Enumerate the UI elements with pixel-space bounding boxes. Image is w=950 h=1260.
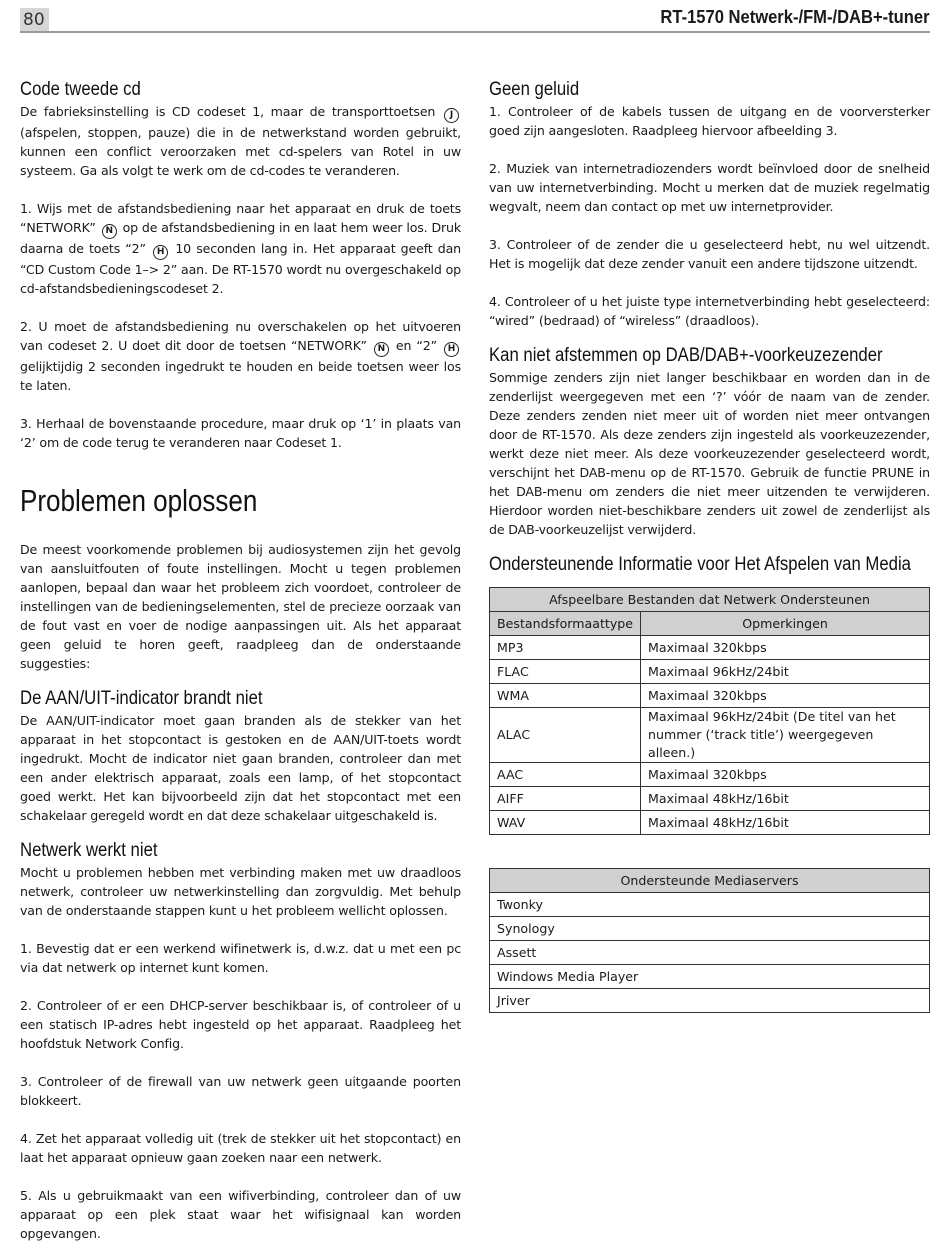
heading-geen-geluid: Geen geluid — [489, 79, 580, 100]
format-type-cell: WMA — [490, 684, 641, 708]
table-row — [490, 965, 930, 989]
network-key-icon: N — [374, 342, 389, 357]
table-row — [490, 636, 930, 660]
heading-dab-preset: Kan niet afstemmen op DAB/DAB+-voorkeuzezender — [489, 345, 883, 366]
format-note-cell: Maximaal 48kHz/16bit — [641, 787, 930, 811]
formats-col-header-notes: Opmerkingen — [641, 612, 930, 636]
heading-power-indicator: De AAN/UIT-indicator brandt niet — [20, 688, 263, 709]
paragraph-network-intro: Mocht u problemen hebben met verbinding maken met uw draadloos netwerk, controleer uw netwerkinstelling dan zorgvuldig. Met behulp van de onderstaande stappen kunt u het probleem wellicht oplossen. — [20, 865, 461, 918]
server-cell: Synology — [490, 917, 930, 941]
table-row — [490, 708, 930, 763]
left-column — [20, 78, 461, 1243]
format-note-cell: Maximaal 96kHz/24bit — [641, 660, 930, 684]
paragraph-network-step-3: 3. Controleer of de firewall van uw netwerk geen uitgaande poorten blokkeert. — [20, 1074, 461, 1108]
paragraph-power-indicator: De AAN/UIT-indicator moet gaan branden als de stekker van het apparaat in het stopcontact is gestoken en de AAN/UIT-toets wordt ingedrukt. Mocht de indicator niet gaan branden, controleer dan met een ander elektrisch apparaat, zoals een lamp, of het stopcontact goed werkt. Het kan bijvoorbeeld zijn dat het stopcontact met een schakelaar geregeld wordt en dat deze schakelaar uitgeschakeld is. — [20, 713, 461, 823]
formats-table — [489, 587, 930, 835]
table-row — [490, 763, 930, 787]
table-row — [490, 893, 930, 917]
page-number: 80 — [20, 8, 49, 32]
paragraph-sound-step-1: 1. Controleer of de kabels tussen de uitgang en de voorversterker goed zijn aangesloten. Raadpleeg hiervoor afbeelding 3. — [489, 104, 930, 138]
format-note-cell: Maximaal 320kbps — [641, 763, 930, 787]
format-note-cell: Maximaal 48kHz/16bit — [641, 811, 930, 835]
heading-problemen-oplossen: Problemen oplossen — [20, 483, 258, 518]
paragraph-code-intro: De fabrieksinstelling is CD codeset 1, maar de transporttoetsen J (afspelen, stoppen, pauze) die in de netwerkstand worden gebruikt, kunnen een conflict veroorzaken met cd-spelers van Rotel in uw systeem. Ga als volgt te werk om de cd-codes te veranderen. — [20, 104, 461, 178]
format-type-cell: MP3 — [490, 636, 641, 660]
page-header — [20, 6, 930, 34]
format-type-cell: ALAC — [490, 708, 641, 763]
format-note-cell: Maximaal 320kbps — [641, 684, 930, 708]
format-note-cell: Maximaal 96kHz/24bit (De titel van het nummer (‘track title’) weergegeven alleen.) — [641, 708, 930, 763]
paragraph-sound-step-4: 4. Controleer of u het juiste type internetverbinding hebt geselecteerd: “wired” (bedraad) of “wireless” (draadloos). — [489, 294, 930, 328]
table-row — [490, 787, 930, 811]
document-title: RT-1570 Netwerk-/FM-/DAB+-tuner — [660, 7, 930, 27]
key-2-icon: H — [444, 342, 459, 357]
paragraph-network-step-1: 1. Bevestig dat er een werkend wifinetwerk is, d.w.z. dat u met een pc via dat netwerk op internet kunt komen. — [20, 941, 461, 975]
heading-network: Netwerk werkt niet — [20, 840, 158, 861]
table-row — [490, 989, 930, 1013]
paragraph-network-step-4: 4. Zet het apparaat volledig uit (trek de stekker uit het stopcontact) en laat het apparaat opnieuw gaan zoeken naar een netwerk. — [20, 1131, 461, 1165]
servers-table-caption: Ondersteunde Mediaservers — [490, 869, 930, 893]
formats-col-header-type: Bestandsformaattype — [490, 612, 641, 636]
server-cell: Twonky — [490, 893, 930, 917]
format-type-cell: WAV — [490, 811, 641, 835]
format-note-cell: Maximaal 320kbps — [641, 636, 930, 660]
key-2-icon: H — [153, 245, 168, 260]
transport-key-icon: J — [444, 108, 459, 123]
heading-media-info: Ondersteunende Informatie voor Het Afspelen van Media — [489, 554, 911, 575]
header-rule — [20, 31, 930, 33]
server-cell: Jriver — [490, 989, 930, 1013]
format-type-cell: AAC — [490, 763, 641, 787]
paragraph-network-step-2: 2. Controleer of er een DHCP-server beschikbaar is, of controleer of u een statisch IP-adres hebt ingesteld op het apparaat. Raadpleeg het hoofdstuk Network Config. — [20, 998, 461, 1051]
paragraph-code-step-3: 3. Herhaal de bovenstaande procedure, maar druk op ‘1’ in plaats van ‘2’ om de code terug te veranderen naar Codeset 1. — [20, 416, 461, 450]
format-type-cell: AIFF — [490, 787, 641, 811]
paragraph-code-step-1: 1. Wijs met de afstandsbediening naar het apparaat en druk de toets “NETWORK” N op de afstandsbediening in en laat hem weer los. Druk daarna de toets “2” H 10 seconden lang in. Het apparaat geeft dan “CD Custom Code 1–> 2” aan. De RT-1570 wordt nu overgeschakeld op cd-afstandsbedieningscodeset 2. — [20, 201, 461, 296]
table-row — [490, 684, 930, 708]
paragraph-problems-intro: De meest voorkomende problemen bij audiosystemen zijn het gevolg van aansluitfouten of foute instellingen. Mocht u tegen problemen aanlopen, bepaal dan waar het probleem zich voordoet, controleer de instellingen van de bedieningselementen, stel de precieze oorzaak van de fout vast en voer de nodige aanpassingen uit. Als het apparaat geen geluid te horen geeft, raadpleeg dan de onderstaande suggesties: — [20, 542, 461, 671]
paragraph-network-step-5: 5. Als u gebruikmaakt van een wifiverbinding, controleer dan of uw apparaat op een plek staat waar het wifisignaal kan worden opgevangen. — [20, 1188, 461, 1241]
formats-table-caption: Afspeelbare Bestanden dat Netwerk Ondersteunen — [490, 588, 930, 612]
right-column — [489, 78, 930, 1013]
paragraph-dab-preset: Sommige zenders zijn niet langer beschikbaar en worden dan in de zenderlijst weergegeven met een ‘?’ vóór de naam van de zender. Deze zenders zenden niet meer uit of worden niet meer ontvangen door de RT-1570. Als deze zenders zijn ingesteld als voorkeuzezender, werkt deze niet meer. Als deze voorkeuzezender geselecteerd wordt, verschijnt het DAB-menu op de RT-1570. Gebruik de functie PRUNE in het DAB-menu om zenders die niet meer uitzenden te verwijderen. Hierdoor worden niet-beschikbare zenders uit zowel de zenderlijst als de DAB-voorkeuzelijst verwijderd. — [489, 370, 930, 537]
table-row — [490, 941, 930, 965]
server-cell: Windows Media Player — [490, 965, 930, 989]
media-servers-table — [489, 868, 930, 1013]
table-row — [490, 811, 930, 835]
paragraph-code-step-2: 2. U moet de afstandsbediening nu overschakelen op het uitvoeren van codeset 2. U doet dit door de toetsen “NETWORK” N en “2” H gelijktijdig 2 seconden ingedrukt te houden en beide toetsen weer los te laten. — [20, 319, 461, 393]
network-key-icon: N — [102, 224, 117, 239]
paragraph-sound-step-3: 3. Controleer of de zender die u geselecteerd hebt, nu wel uitzendt. Het is mogelijk dat deze zender vanuit een andere tijdszone uitzendt. — [489, 237, 930, 271]
server-cell: Assett — [490, 941, 930, 965]
table-row — [490, 660, 930, 684]
paragraph-sound-step-2: 2. Muziek van internetradiozenders wordt beïnvloed door de snelheid van uw internetverbinding. Mocht u merken dat de muziek regelmatig wegvalt, neem dan contact op met uw internetprovider. — [489, 161, 930, 214]
table-row — [490, 917, 930, 941]
heading-code-tweede-cd: Code tweede cd — [20, 79, 141, 100]
format-type-cell: FLAC — [490, 660, 641, 684]
